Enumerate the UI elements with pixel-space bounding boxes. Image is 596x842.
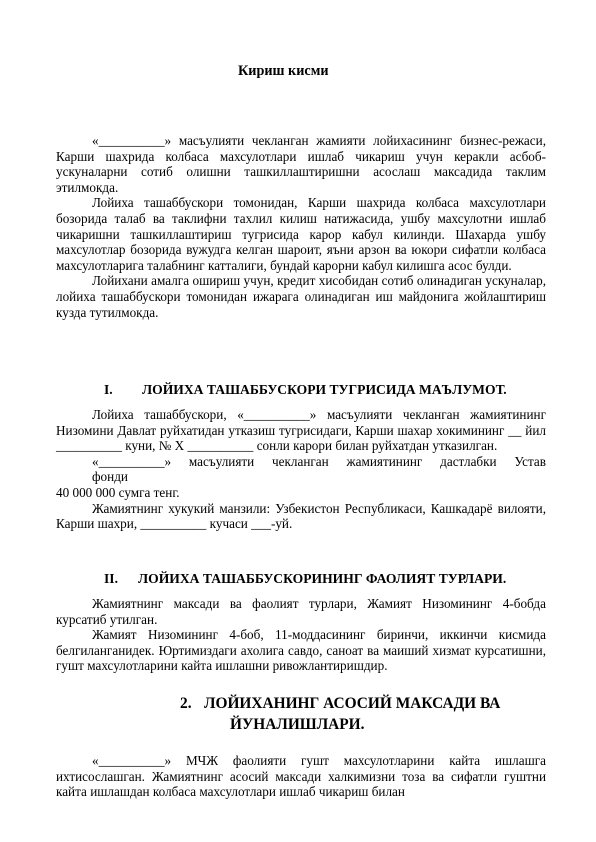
section-2-number: II.: [104, 571, 118, 586]
section-1-paragraph-1: Лойиха ташаббускори, «__________» масъулияти чекланган жамиятининг Низомини Давлат руйхатидан утказиш тугрисидаги, Карши шахар хокимининг __ йил __________ куни, № Х __________ сонли карори билан руйхатдан утказилган.: [56, 407, 546, 454]
section-1-paragraph-2: «__________» масъулияти чекланган жамиятининг дастлабки Устав: [92, 453, 546, 469]
section-3-heading-line-1: [180, 693, 550, 714]
section-1-number: I.: [104, 382, 113, 397]
section-3-heading: [180, 693, 550, 735]
section-3-paragraph-1: «__________» МЧЖ фаолияти гушт махсулотларини кайта ишлашга ихтисослашган. Жамиятнинг асосий максади халкимизни тоза ва сифатли гуштни кайта ишлашдан колбаса махсулотлари ишлаб чикариш билан: [56, 753, 546, 800]
intro-paragraph-1: «__________» масъулияти чекланган жамияти лойихасининг бизнес-режаси, Карши шахрида колбаса махсулотлари ишлаб чикариш учун керакли асбоб-ускуналарни сотиб олишни ташкиллаштиришни асослаш максадида таклим этилмокда.: [56, 133, 546, 195]
intro-section: [56, 133, 546, 320]
page-title: Кириш кисми: [238, 63, 329, 79]
section-1-heading: [104, 382, 507, 398]
section-1-paragraph-3: Жамиятнинг хукукий манзили: Узбекистон Республикаси, Кашкадарё вилояти, Карши шахри, __________ кучаси ___-уй.: [56, 500, 546, 532]
section-2-body: [56, 596, 546, 674]
section-3-body: [56, 753, 546, 800]
intro-paragraph-3: Лойихани амалга ошириш учун, кредит хисобидан сотиб олинадиган ускуналар, лойиха ташаббускори томонидан ижарага олинадиган иш майдонига жойлаштириш кузда тутилмокда.: [56, 273, 546, 320]
section-3-title-line-2: ЙУНАЛИШЛАРИ: [230, 716, 361, 733]
section-3-heading-line-2: ЙУНАЛИШЛАРИ.: [230, 716, 365, 733]
section-2-title: ЛОЙИХА ТАШАББУСКОРИНИНГ ФАОЛИЯТ ТУРЛАРИ.: [138, 571, 507, 586]
section-2-heading: [104, 571, 506, 587]
section-1-paragraph-2-cont: фонди: [92, 469, 128, 485]
section-2-paragraph-1: Жамиятнинг максади ва фаолият турлари, Жамият Низомининг 4-бобда курсатиб утилган.: [56, 596, 546, 627]
section-2-paragraph-2: Жамият Низомининг 4-боб, 11-моддасининг биринчи, иккинчи кисмида белгиланганидек. Юртимиздаги ахолига савдо, саноат ва маиший хизмат курсатишни, гушт махсулотларини кайта ишлашни ривожлантиришдир.: [56, 627, 546, 674]
section-1-fund-amount: 40 000 000 сумга тенг.: [56, 484, 180, 500]
section-1-body: [56, 407, 546, 532]
section-1-title: ЛОЙИХА ТАШАББУСКОРИ ТУГРИСИДА МАЪЛУМОТ.: [142, 382, 507, 397]
section-3-number: 2.: [180, 695, 192, 712]
section-3-title-line-1: ЛОЙИХАНИНГ АСОСИЙ МАКСАДИ ВА: [204, 695, 501, 712]
intro-paragraph-2: Лойиха ташаббускори томонидан, Карши шахрида колбаса махсулотлари бозорида талаб ва таклифни тахлил килиш натижасида, ушбу махсулотни ишлаб чикаришни ташкиллаштириш тугрисида карор кабул килинди. Шахарда ушбу махсулотлар бозорида вужудга келган шароит, яъни арзон ва юкори сифатли колбаса махсулотларига талабнинг катталиги, бундай карорни кабул килишга асос булди.: [56, 195, 546, 273]
